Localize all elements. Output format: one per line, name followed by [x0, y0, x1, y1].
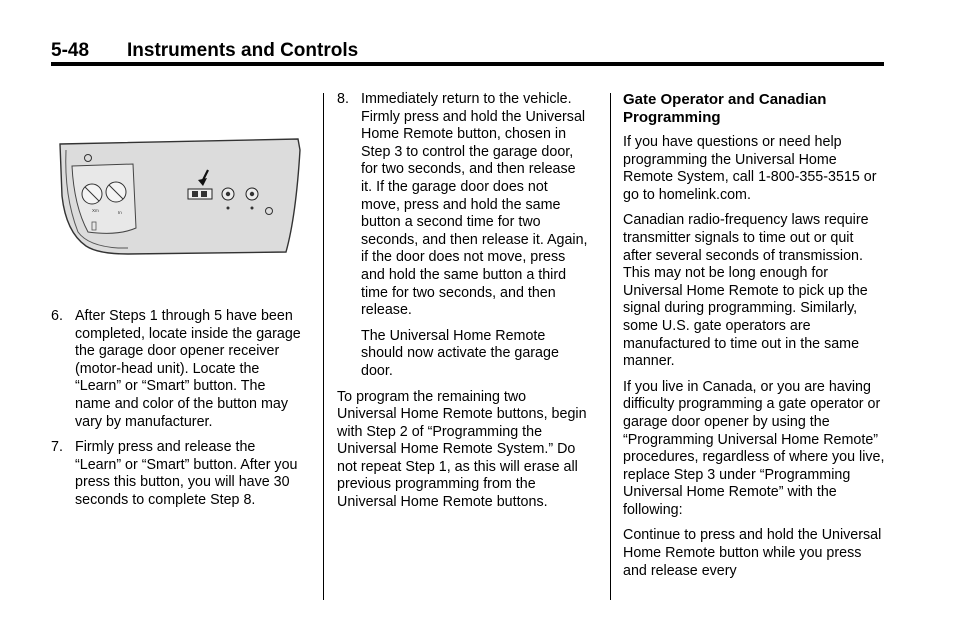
- paragraph-4: Continue to press and hold the Universal Home Remote button while you press and release every: [623, 527, 882, 579]
- list-item-step-7: [51, 439, 301, 509]
- universal-home-remote-panel-illustration: [58, 136, 302, 266]
- step-number: 6.: [51, 308, 63, 324]
- svg-text:In: In: [118, 210, 122, 215]
- step-text: Immediately return to the vehicle. Firmly press and hold the Universal Home Remote button, chosen in Step 3 to control the garage door, for two seconds, and then release it. If the garage door does not move, press and hold the same button a second time for two seconds, and then release it. Again, if the door does not move, press and hold the same button a third time for two seconds, and then release.: [361, 91, 588, 319]
- column-1: [51, 308, 301, 518]
- step-text: After Steps 1 through 5 have been completed, locate inside the garage the garage door opener receiver (motor-head unit). Locate the “Learn” or “Smart” button. The name and color of the button may vary by manufacturer.: [75, 308, 301, 430]
- step-number: 8.: [337, 91, 349, 107]
- list-item-step-6: [51, 308, 301, 431]
- column-divider: [323, 93, 324, 600]
- column-divider: [610, 93, 611, 600]
- column-3: [623, 91, 885, 588]
- paragraph-1: If you have questions or need help programming the Universal Home Remote System, call 1-800-355-3515 or go to homelink.com.: [623, 134, 877, 203]
- page-number: 5-48: [51, 40, 90, 61]
- paragraph-2: Canadian radio-frequency laws require transmitter signals to time out or quit after several seconds of transmission. This may not be long enough for Universal Home Remote to pick up the signal during programming. Similarly, some U.S. gate operators are manufactured to time out in the same manner.: [623, 212, 869, 370]
- section-title: Instruments and Controls: [127, 40, 359, 61]
- header-rule: [51, 62, 884, 66]
- section-heading: Gate Operator and Canadian Programming: [623, 91, 827, 126]
- step-text: Firmly press and release the “Learn” or “Smart” button. After you press this button, you will have 30 seconds to complete Step 8.: [75, 439, 298, 508]
- list-item-step-8: [337, 91, 589, 320]
- step-number: 7.: [51, 439, 63, 456]
- column-2: [337, 91, 589, 520]
- svg-text:Xm: Xm: [92, 208, 99, 213]
- step-8-followup: The Universal Home Remote should now activate the garage door.: [361, 327, 559, 379]
- paragraph-remaining-buttons: To program the remaining two Universal Home Remote buttons, begin with Step 2 of “Programming the Universal Home Remote System.” Do not repeat Step 1, as this will erase all previous programming from the Universal Home Remote buttons.: [337, 388, 587, 511]
- paragraph-3: If you live in Canada, or you are having difficulty programming a gate operator or garage door opener by using the “Programming Universal Home Remote” procedures, regardless of where you live, replace Step 3 under “Programming Universal Home Remote” with the following:: [623, 378, 885, 518]
